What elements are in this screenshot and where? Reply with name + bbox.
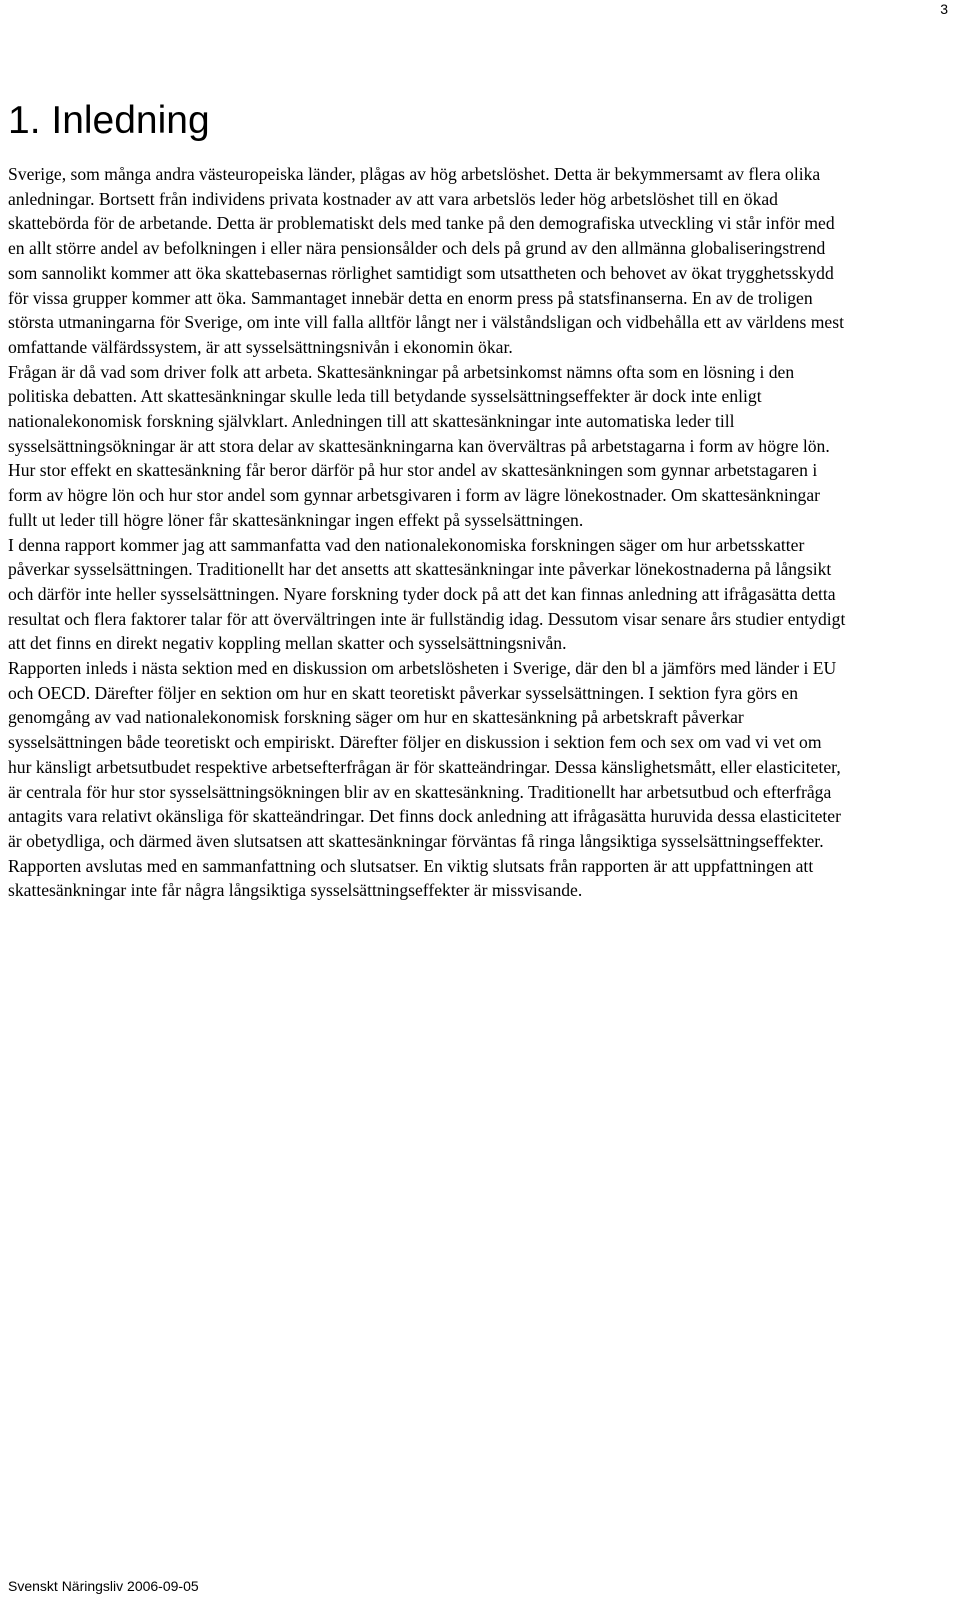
paragraph: Sverige, som många andra västeuropeiska länder, plågas av hög arbetslöshet. Detta är bekymmersamt av flera olika anledningar. Bortsett från individens privata kostnader av att vara arbetslös leder hög arbetslöshet till en ökad skattebörda för de arbetande. Detta är problematiskt dels med tanke på den demografiska utveckling vi står inför med en allt större andel av befolkningen i eller nära pensionsålder och dels på grund av den allmänna globaliseringstrend som sannolikt kommer att öka skattebasernas rörlighet samtidigt som utsattheten och behovet av ökat trygghetsskydd för vissa grupper kommer att öka. Sammantaget innebär detta en enorm press på statsfinanserna. En av de troligen största utmaningarna för Sverige, om inte vill falla alltför långt ner i välståndsligan och vidbehålla ett av världens mest omfattande välfärdssystem, är att sysselsättningsnivån i ekonomin ökar. xyxy=(8,164,844,357)
paragraph: Rapporten inleds i nästa sektion med en diskussion om arbetslösheten i Sverige, där den bl a jämförs med länder i EU och OECD. Därefter följer en sektion om hur en skatt teoretiskt påverkar sysselsättningen. I sektion fyra görs en genomgång av vad nationalekonomisk forskning säger om hur en skattesänkning på arbetskraft påverkar sysselsättningen både teoretiskt och empiriskt. Därefter följer en diskussion i sektion fem och sex om vad vi vet om hur känsligt arbetsutbudet respektive arbetsefterfrågan är för skatteändringar. Dessa känslighetsmått, eller elasticiteter, är centrala för hur stor sysselsättningsökningen blir av en skattesänkning. Traditionellt har arbetsutbud och efterfråga antagits vara relativt okänsliga för skatteändringar. Det finns dock anledning att ifrågasätta huruvida dessa elasticiteter är obetydliga, och därmed även slutsatsen att skattesänkningar förväntas få ringa långsiktiga sysselsättningseffekter. Rapporten avslutas med en sammanfattning och slutsatser. En viktig slutsats från rapporten är att uppfattningen att skattesänkningar inte får några långsiktiga sysselsättningseffekter är missvisande. xyxy=(8,658,841,901)
body-text xyxy=(8,162,848,903)
paragraph: Frågan är då vad som driver folk att arbeta. Skattesänkningar på arbetsinkomst nämns ofta som en lösning i den politiska debatten. Att skattesänkningar skulle leda till betydande sysselsättningseffekter är dock inte enligt nationalekonomisk forskning självklart. Anledningen till att skattesänkningar inte automatiska leder till sysselsättningsökningar är att stora delar av skattesänkningarna kan övervältras på arbetstagarna i form av högre lön. Hur stor effekt en skattesänkning får beror därför på hur stor andel av skattesänkningen som gynnar arbetstagaren i form av högre lön och hur stor andel som gynnar arbetsgivaren i form av lägre lönekostnader. Om skattesänkningar fullt ut leder till högre löner får skattesänkningar ingen effekt på sysselsättningen. xyxy=(8,361,830,530)
paragraph: I denna rapport kommer jag att sammanfatta vad den nationalekonomiska forskningen säger om hur arbetsskatter påverkar sysselsättningen. Traditionellt har det ansetts att skattesänkningar inte påverkar lönekostnaderna på långsikt och därför inte heller sysselsättningen. Nyare forskning tyder dock på att det kan finnas anledning att ifrågasätta detta resultat och flera faktorer talar för att övervältringen inte är fullständig idag. Dessutom visar senare års studier entydigt att det finns en direkt negativ koppling mellan skatter och sysselsättningsnivån. xyxy=(8,534,846,654)
page-number: 3 xyxy=(940,1,948,17)
page-footer: Svenskt Näringsliv 2006-09-05 xyxy=(8,1578,199,1594)
section-heading: 1. Inledning xyxy=(8,99,210,142)
